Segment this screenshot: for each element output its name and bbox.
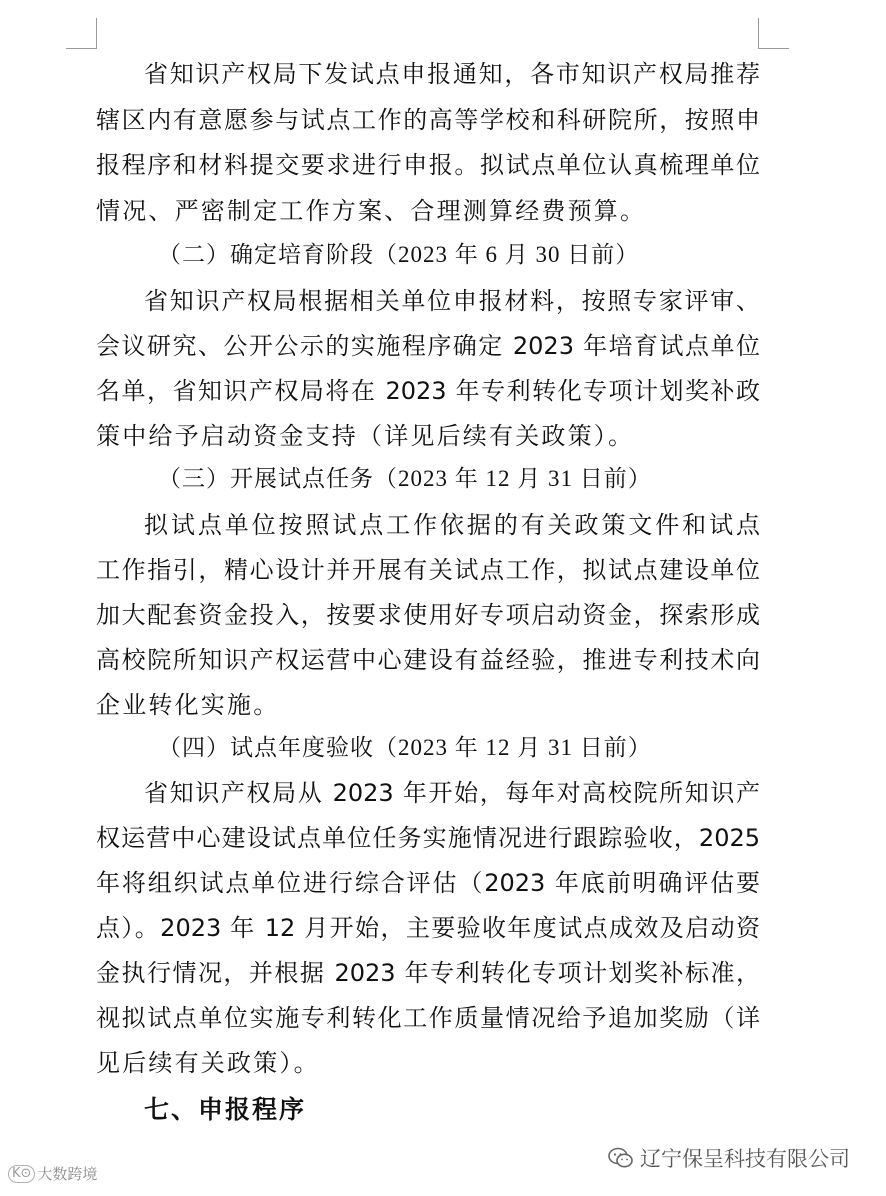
- crop-mark-top-left: [66, 18, 97, 49]
- paragraph-line: 年将组织试点单位进行综合评估（2023 年底前明确评估要: [96, 869, 760, 897]
- paragraph-line: 点）。2023 年 12 月开始，主要验收年度试点成效及启动资: [96, 914, 760, 942]
- wechat-icon: [608, 1146, 634, 1170]
- paragraph-line: 情况、严密制定工作方案、合理测算经费预算。: [96, 197, 647, 225]
- paragraph-line: 名单，省知识产权局将在 2023 年专利转化专项计划奖补政: [96, 377, 760, 405]
- paragraph-line: 视拟试点单位实施专利转化工作质量情况给予追加奖励（详: [96, 1004, 760, 1032]
- section-heading: [158, 464, 822, 494]
- watermark-left: [8, 1163, 97, 1184]
- section-title: （四）试点年度验收: [158, 735, 374, 761]
- paragraph-line: 高校院所知识产权运营中心建设有益经验，推进专利技术向: [96, 646, 760, 674]
- paragraph-line: 拟试点单位按照试点工作依据的有关政策文件和试点: [144, 511, 760, 539]
- section-deadline: （2023 年 12 月 31 日前）: [374, 466, 652, 491]
- section-deadline: （2023 年 12 月 31 日前）: [374, 735, 652, 760]
- crop-mark-top-right: [758, 18, 789, 49]
- paragraph-line: 省知识产权局下发试点申报通知，各市知识产权局推荐: [144, 60, 760, 88]
- section-heading: 七、申报程序: [144, 1095, 307, 1124]
- paragraph-line: 工作指引，精心设计并开展有关试点工作，拟试点建设单位: [96, 556, 760, 584]
- paragraph-line: 企业转化实施。: [96, 691, 280, 719]
- section-heading: [158, 240, 822, 270]
- watermark-logo-icon: K⊙: [8, 1165, 35, 1183]
- paragraph-line: 策中给予启动资金支持（详见后续有关政策）。: [96, 422, 635, 450]
- paragraph-line: 会议研究、公开公示的实施程序确定 2023 年培育试点单位: [96, 332, 760, 360]
- paragraph-line: 省知识产权局根据相关单位申报材料，按照专家评审、: [144, 287, 760, 315]
- account-name: 辽宁保呈科技有限公司: [640, 1147, 850, 1171]
- paragraph-line: 报程序和材料提交要求进行申报。拟试点单位认真梳理单位: [96, 151, 760, 179]
- section-heading: [158, 733, 822, 763]
- section-deadline: （2023 年 6 月 30 日前）: [374, 242, 640, 267]
- paragraph-line: 加大配套资金投入，按要求使用好专项启动资金，探索形成: [96, 601, 760, 629]
- section-title: （二）确定培育阶段: [158, 242, 374, 268]
- paragraph-line: 见后续有关政策）。: [96, 1049, 320, 1077]
- watermark-right: [608, 1143, 850, 1173]
- watermark-text: 大数跨境: [37, 1165, 98, 1183]
- paragraph-line: 权运营中心建设试点单位任务实施情况进行跟踪验收，2025: [96, 824, 760, 852]
- paragraph-line: 辖区内有意愿参与试点工作的高等学校和科研院所，按照申: [96, 106, 760, 134]
- section-title: （三）开展试点任务: [158, 466, 374, 492]
- paragraph-line: 省知识产权局从 2023 年开始，每年对高校院所知识产: [144, 779, 760, 807]
- paragraph-line: 金执行情况，并根据 2023 年专利转化专项计划奖补标准，: [96, 959, 760, 987]
